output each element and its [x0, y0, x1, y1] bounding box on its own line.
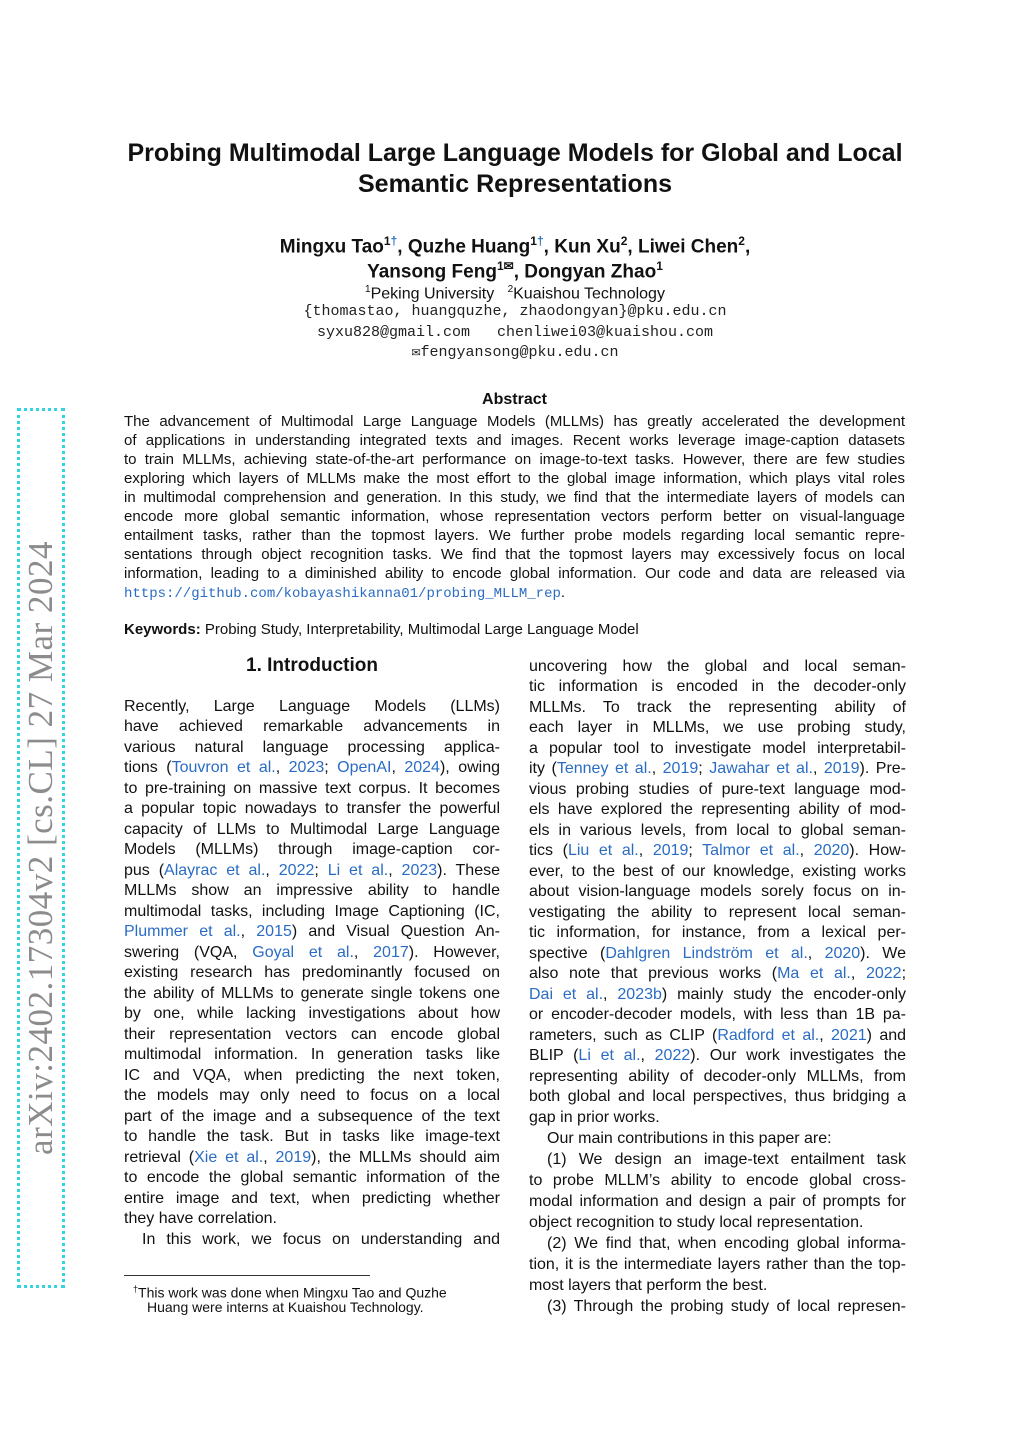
- citation-link[interactable]: 2021: [831, 1027, 867, 1044]
- arxiv-stamp: [17, 408, 65, 1288]
- t: ). These: [437, 862, 500, 879]
- body-line: representing ability of decoder-only MLLMs, from: [529, 1068, 906, 1085]
- paper-title: [110, 138, 920, 200]
- body-line: tic information, for instance, from a lexical per-: [529, 924, 906, 941]
- citation-link[interactable]: OpenAI: [337, 759, 392, 776]
- body-line: gap in prior works.: [529, 1109, 660, 1126]
- body-line: (1) We design an image-text entailment task: [547, 1151, 906, 1168]
- body-line: have achieved remarkable advancements in: [124, 718, 500, 735]
- t: ;: [324, 759, 338, 776]
- citation-link[interactable]: 2020: [813, 842, 850, 859]
- t: spective (: [529, 945, 606, 962]
- abstract-line: encode more global semantic information, whose representation vectors perform better on visual-language: [124, 508, 905, 525]
- email-line-1: {thomastao, huangquzhe, zhaodongyan}@pku.edu.cn: [303, 303, 727, 320]
- t: ,: [638, 842, 653, 859]
- author-sup: 1: [656, 259, 663, 273]
- affil-sup: 2: [507, 284, 514, 295]
- affiliation-kuaishou: Kuaishou Technology: [513, 285, 665, 303]
- body-line: els have explored the representing ability of mod-: [529, 801, 906, 818]
- body-line: or encoder-decoder models, with less than 1B pa-: [529, 1006, 906, 1023]
- t: ,: [812, 760, 824, 777]
- body-line: existing research has predominantly focused on: [124, 964, 500, 981]
- t: ,: [651, 760, 663, 777]
- affiliation-peking: Peking University: [370, 285, 495, 303]
- body-line: IC and VQA, when predicting the next token,: [124, 1067, 500, 1084]
- citation-link[interactable]: 2023: [288, 759, 325, 776]
- author-sup: 1: [383, 234, 391, 248]
- t: ) and Visual Question An-: [291, 923, 501, 940]
- body-line: modal information and design a pair of prompts for: [529, 1193, 906, 1210]
- t: ;: [901, 965, 907, 982]
- body-line: multimodal information. In generation tasks like: [124, 1046, 500, 1063]
- body-line: vestigating the ability to represent local seman-: [529, 904, 906, 921]
- citation-link[interactable]: Xie et al.: [194, 1149, 264, 1166]
- citation-link[interactable]: Goyal et al.: [252, 944, 354, 961]
- footnote-mark: †: [133, 1284, 139, 1294]
- citation-link[interactable]: Talmor et al.: [702, 842, 800, 859]
- body-line: to pre-training on massive text corpus. It becomes: [124, 780, 500, 797]
- author-name: Dongyan Zhao: [524, 261, 657, 283]
- t: ,: [353, 944, 374, 961]
- section-heading-introduction: 1. Introduction: [246, 655, 378, 676]
- t: BLIP (: [529, 1047, 579, 1064]
- t: ,: [265, 862, 279, 879]
- body-line: [529, 759, 906, 779]
- body-line: In this work, we focus on understanding and: [142, 1231, 500, 1248]
- body-line: Models (MLLMs) through image-caption cor-: [124, 841, 500, 858]
- citation-link[interactable]: 2022: [654, 1047, 691, 1064]
- body-line: capacity of LLMs to Multimodal Large Language: [124, 821, 500, 838]
- body-line: [124, 758, 500, 778]
- citation-link[interactable]: Plummer et al.: [124, 923, 241, 940]
- keywords-label: Keywords:: [124, 621, 201, 638]
- citation-link[interactable]: Touvron et al.: [171, 759, 276, 776]
- t: ) and: [866, 1027, 907, 1044]
- body-line: a popular topic nowadays to transfer the powerful: [124, 800, 500, 817]
- citation-link[interactable]: 2022: [865, 965, 902, 982]
- citation-link[interactable]: 2024: [404, 759, 440, 776]
- abstract-line: [124, 584, 905, 603]
- citation-link[interactable]: 2020: [824, 945, 861, 962]
- title-line-2: Semantic Representations: [358, 170, 672, 198]
- body-line: both global and local perspectives, thus bridging a: [529, 1088, 906, 1105]
- t: rameters, such as CLIP (: [529, 1027, 718, 1044]
- abstract-line: exploring which layers of MLLMs make the most effort to the global image information, which plays vital roles: [124, 470, 905, 487]
- t: ;: [688, 842, 703, 859]
- body-line: vious probing studies of pure-text language mod-: [529, 781, 906, 798]
- body-line: object recognition to study local representation.: [529, 1214, 864, 1231]
- code-repo-link[interactable]: https://github.com/kobayashikanna01/probing_MLLM_rep: [124, 586, 561, 602]
- email-line-2: [150, 323, 880, 343]
- author-name: Quzhe Huang: [407, 236, 531, 258]
- body-line: part of the image and a subsequence of the text: [124, 1108, 500, 1125]
- t: ), the MLLMs should aim: [311, 1149, 500, 1166]
- citation-link[interactable]: 2019: [275, 1149, 312, 1166]
- footnote-text: This work was done when Mingxu Tao and Quzhe: [138, 1284, 447, 1301]
- footnote-rule: [124, 1275, 370, 1276]
- t: ). Pre-: [859, 760, 906, 777]
- title-line-1: Probing Multimodal Large Language Models for Global and Local: [127, 139, 903, 167]
- citation-link[interactable]: 2019: [652, 842, 689, 859]
- body-line: they have correlation.: [124, 1210, 277, 1227]
- t: ). However,: [408, 944, 500, 961]
- author-dagger-link[interactable]: †: [536, 234, 544, 248]
- author-sup: 2: [620, 234, 628, 248]
- body-line: about vision-language models sorely focus on in-: [529, 883, 906, 900]
- body-line: [124, 1148, 500, 1168]
- body-line: Our main contributions in this paper are:: [547, 1130, 832, 1147]
- body-line: [529, 985, 906, 1005]
- citation-link[interactable]: Ma et al.: [777, 965, 851, 982]
- body-line: MLLMs. To track the representing ability of: [529, 699, 906, 716]
- citation-link[interactable]: Li et al.: [578, 1047, 641, 1064]
- author-dagger-link[interactable]: †: [390, 234, 398, 248]
- citation-link[interactable]: Dahlgren Lindström et al.: [605, 945, 808, 962]
- body-line: the ability of MLLMs to generate single tokens one: [124, 985, 500, 1002]
- body-line: els in various levels, from local to global seman-: [529, 822, 906, 839]
- t: ,: [391, 759, 405, 776]
- t: ,: [275, 759, 289, 776]
- affiliations: [200, 280, 830, 304]
- t: ,: [807, 945, 825, 962]
- body-line: ever, to the best of our knowledge, existing works: [529, 863, 906, 880]
- author-name: Kun Xu: [554, 236, 621, 258]
- body-line: Recently, Large Language Models (LLMs): [124, 698, 500, 715]
- abstract-line: to train MLLMs, achieving state-of-the-art performance on image-to-text tasks. However, there are few studies: [124, 451, 905, 468]
- body-line: [124, 922, 500, 942]
- t: tics (: [529, 842, 568, 859]
- citation-link[interactable]: 2019: [662, 760, 699, 777]
- body-line: various natural language processing applica-: [124, 739, 500, 756]
- citation-link[interactable]: 2019: [823, 760, 860, 777]
- body-line: their representation vectors can encode global: [124, 1026, 500, 1043]
- body-line: [529, 841, 906, 861]
- t: pus (: [124, 862, 165, 879]
- t: ,: [388, 862, 402, 879]
- abstract-line: information, leading to a diminished ability to encode global information. Our code and data are released via: [124, 565, 905, 582]
- author-sup: 2: [738, 234, 745, 248]
- t: ,: [240, 923, 257, 940]
- abstract-line: of applications in understanding integrated texts and images. Recent works leverage image-caption datasets: [124, 432, 905, 449]
- author-name: Mingxu Tao: [279, 236, 384, 258]
- body-line: a popular tool to investigate model interpretabil-: [529, 740, 906, 757]
- arxiv-stamp-text: arXiv:2402.17304v2 [cs.CL] 27 Mar 2024: [21, 541, 60, 1155]
- body-line: (3) Through the probing study of local represen-: [547, 1298, 906, 1315]
- citation-link[interactable]: Dai et al.: [529, 986, 604, 1003]
- abstract-line: sentations through object recognition tasks. We find that the topmost layers may excessively focus on local: [124, 546, 905, 563]
- author-line-1: Mingxu Tao$^{1\dagger}$, Quzhe Huang$^{1\dagger}$, Kun Xu$^2$, Liwei Chen$^2$,: [279, 234, 751, 258]
- citation-link[interactable]: Alayrac et al.: [164, 862, 266, 879]
- body-line: each layer in MLLMs, we use probing study,: [529, 719, 906, 736]
- body-line: tic information is encoded in the decoder-only: [529, 678, 906, 695]
- body-line: [529, 1026, 906, 1046]
- body-line: multimodal tasks, including Image Captioning (IC,: [124, 903, 500, 920]
- body-line: [529, 964, 906, 984]
- t: ), owing: [439, 759, 501, 776]
- citation-link[interactable]: 2023: [401, 862, 438, 879]
- body-line: most layers that perform the best.: [529, 1277, 768, 1294]
- body-line: MLLMs show an impressive ability to handle: [124, 882, 500, 899]
- body-line: uncovering how the global and local seman-: [529, 658, 906, 675]
- citation-link[interactable]: 2015: [256, 923, 292, 940]
- abstract-line: in multimodal comprehension and generation. In this study, we find that the intermediate layers of models can: [124, 489, 905, 506]
- body-line: tion, it is the intermediate layers rather than the top-: [529, 1256, 906, 1273]
- citation-link[interactable]: 2023b: [617, 986, 662, 1003]
- body-line: [529, 1046, 906, 1066]
- t: retrieval (: [124, 1149, 195, 1166]
- t: ,: [819, 1027, 832, 1044]
- punct: .: [560, 584, 566, 601]
- keywords: [124, 621, 639, 638]
- body-line: [124, 943, 500, 963]
- email: chenliwei03@kuaishou.com: [497, 324, 714, 341]
- body-line: by one, while lacking investigations about how: [124, 1005, 500, 1022]
- citation-link[interactable]: Radford et al.: [717, 1027, 820, 1044]
- t: ). Our work investigates the: [690, 1047, 906, 1064]
- author-line-2: Yansong Feng$^{1✉}$, Dongyan Zhao$^1$: [367, 259, 663, 283]
- body-line: (2) We find that, when encoding global informa-: [547, 1235, 906, 1252]
- body-line: to probe MLLM’s ability to encode global cross-: [529, 1172, 906, 1189]
- t: swering (VQA,: [124, 944, 253, 961]
- t: tions (: [124, 759, 172, 776]
- email-line-3: ✉fengyansong@pku.edu.cn: [411, 344, 619, 361]
- abstract-heading: Abstract: [482, 391, 547, 408]
- t: also note that previous works (: [529, 965, 778, 982]
- author-sup: 1: [530, 234, 537, 248]
- citation-link[interactable]: Jawahar et al.: [709, 760, 813, 777]
- t: ,: [850, 965, 866, 982]
- citation-link[interactable]: 2017: [373, 944, 409, 961]
- t: ,: [640, 1047, 655, 1064]
- keywords-text: Probing Study, Interpretability, Multimodal Large Language Model: [204, 621, 639, 638]
- affil-sup: 1: [365, 284, 371, 295]
- t: ) mainly study the encoder-only: [661, 986, 907, 1003]
- abstract-line: entailment tasks, rather than the topmost layers. We further probe models regarding local semantic repre-: [124, 527, 905, 544]
- t: ). We: [860, 945, 906, 962]
- body-line: entire image and text, when predicting whether: [124, 1190, 500, 1207]
- t: ). How-: [849, 842, 907, 859]
- t: ity (: [529, 760, 557, 777]
- body-line: to encode the global semantic information of the: [124, 1169, 500, 1186]
- citation-link[interactable]: 2022: [278, 862, 315, 879]
- abstract-line: The advancement of Multimodal Large Language Models (MLLMs) has greatly accelerated the development: [124, 413, 905, 430]
- t: ,: [799, 842, 814, 859]
- footnote: Huang were interns at Kuaishou Technology.: [147, 1299, 424, 1315]
- citation-link[interactable]: Li et al.: [327, 862, 389, 879]
- citation-link[interactable]: Tenney et al.: [556, 760, 652, 777]
- author-sup: 1✉: [496, 259, 514, 273]
- author-name: Yansong Feng: [367, 261, 497, 283]
- t: ;: [698, 760, 710, 777]
- body-line: the models may only need to focus on a local: [124, 1087, 500, 1104]
- body-line: [529, 944, 906, 964]
- t: ;: [314, 862, 328, 879]
- body-line: [124, 861, 500, 881]
- t: ,: [603, 986, 618, 1003]
- body-line: to handle the task. But in tasks like image-text: [124, 1128, 500, 1145]
- author-name: Liwei Chen: [637, 236, 739, 258]
- email: syxu828@gmail.com: [316, 324, 470, 341]
- citation-link[interactable]: Liu et al.: [567, 842, 639, 859]
- t: ,: [263, 1149, 276, 1166]
